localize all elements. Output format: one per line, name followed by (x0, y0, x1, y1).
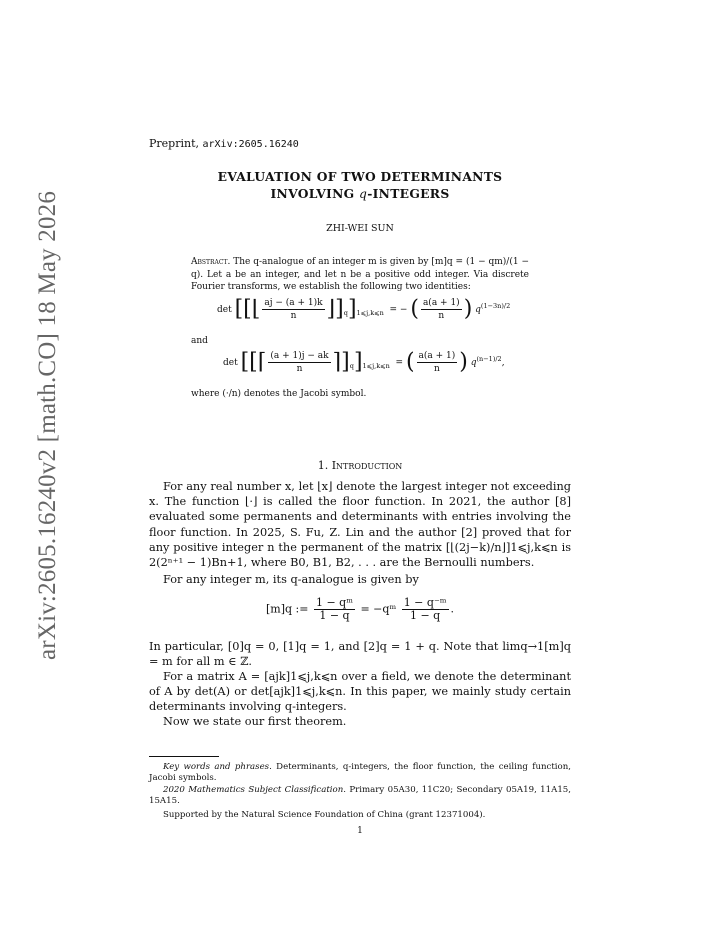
formula-1-num: aj − (a + 1)k (264, 298, 323, 308)
arxiv-sidebar-stamp (12, 190, 61, 660)
formula-1-eq: = − (389, 305, 408, 315)
display-frac-1 (314, 597, 355, 622)
formula-2-jacobi-num: a(a + 1) (418, 351, 456, 361)
display-num-1: 1 − qᵐ (315, 596, 353, 609)
title-line-2-pre: INVOLVING (270, 186, 360, 201)
paper-title (149, 168, 571, 203)
msc-text: Primary 05A30, 11C20; Secondary 05A19, 11A15, 15A15. (149, 785, 571, 807)
intro-paragraph-4: For a matrix A = [ajk]1⩽j,k⩽n over a field, we denote the determinant of A by det(A) or det[ajk]1⩽j,k⩽n. In this paper, we mainly study certain determinants involving q-integers. (149, 670, 571, 714)
formula-2-num: (a + 1)j − ak (270, 351, 329, 361)
formula-2-close-outer: ] (353, 349, 363, 375)
qinteger-display (149, 597, 571, 622)
abstract-where: where (·/n) denotes the Jacobi symbol. (191, 389, 367, 399)
formula-2-range: 1⩽j,k⩽n (362, 361, 390, 370)
formula-2-den: n (296, 364, 303, 374)
section-heading: 1. Introduction (317, 459, 403, 472)
intro-paragraph-1: For any real number x, let ⌊x⌋ denote the largest integer not exceeding x. The function ⌊·⌋ is called the floor function. In 2021, the author [8] evaluated some permanents and determinants with entries involving the floor function. In 2025, S. Fu, Z. Lin and the author [2] proved that for any positive integer n the permanent of the matrix [⌊(2j−k)/n⌋]1⩽j,k⩽n is 2(2ⁿ⁺¹ − 1)Bn+1, where B0, B1, B2, . . . are the Bernoulli numbers. (149, 480, 571, 570)
formula-2-q-sub: q (349, 361, 354, 370)
abstract-and: and (191, 336, 208, 346)
formula-1-exp: (1−3n)/2 (480, 302, 511, 310)
msc-label: 2020 Mathematics Subject Classification. (163, 785, 346, 795)
intro-paragraph-2: For any integer m, its q-analogue is given by (163, 573, 419, 586)
display-end: . (450, 602, 454, 616)
formula-1-jacobi-num: a(a + 1) (422, 298, 460, 308)
formula-2-rparen: ) (459, 349, 468, 375)
formula-2-exp: (n−1)/2 (476, 355, 502, 363)
formula-1-open-brackets: [[⌊ (234, 296, 261, 322)
formula-2-qbase: q (470, 358, 477, 368)
arxiv-stamp-text: arXiv:2605.16240v2 [math.CO] 18 May 2026 (34, 190, 61, 660)
abstract-text: The q-analogue of an integer m is given by [m]q = (1 − qm)/(1 − q). Let a be an integer, and let n be a positive odd integer. Via discrete Fourier transforms, we establish the following two identities: (191, 257, 529, 292)
footnote-keywords (149, 762, 571, 785)
display-frac-2 (402, 597, 449, 622)
preprint-label: Preprint, (149, 137, 203, 150)
formula-2-open-brackets: [[⌈ (240, 349, 267, 375)
intro-paragraph-5: Now we state our first theorem. (163, 715, 347, 728)
formula-2-tail: , (501, 358, 505, 368)
formula-2-jacobi-den: n (434, 364, 440, 374)
display-lhs: [m]q := (265, 602, 309, 616)
formula-2 (223, 350, 505, 375)
formula-1-range: 1⩽j,k⩽n (356, 308, 384, 317)
formula-1-jacobi (421, 297, 462, 322)
intro-paragraph-3: In particular, [0]q = 0, [1]q = 1, and [2]q = 1 + q. Note that limq→1[m]q = m for all m ∈ ℤ. (149, 640, 571, 669)
footnote-rule (149, 756, 219, 757)
formula-1-det: det (217, 305, 232, 315)
formula-1-qbase: q (475, 305, 481, 315)
keywords-label: Key words and phrases. (163, 762, 272, 772)
formula-2-jacobi (417, 350, 458, 375)
preprint-id: arXiv:2605.16240 (202, 139, 299, 150)
footnote-msc (149, 785, 571, 808)
page-number: 1 (357, 826, 363, 836)
formula-2-fraction (268, 350, 330, 375)
formula-1-lparen: ( (410, 296, 419, 322)
formula-1 (217, 297, 510, 322)
keywords-text: Determinants, q-integers, the floor function, the ceiling function, Jacobi symbols. (149, 762, 571, 784)
formula-1-den: n (290, 311, 297, 321)
title-line-1: EVALUATION OF TWO DETERMINANTS (217, 169, 503, 184)
footnote-support: Supported by the Natural Science Foundation of China (grant 12371004). (163, 810, 486, 820)
abstract (191, 256, 529, 294)
formula-1-rparen: ) (463, 296, 473, 322)
title-line-2-q: q (359, 187, 368, 201)
display-mid: = −qᵐ (360, 602, 397, 616)
abstract-label: Abstract. (191, 257, 231, 267)
preprint-line (149, 137, 299, 150)
formula-1-close-outer: ] (347, 296, 357, 322)
display-den-1: 1 − q (319, 609, 350, 622)
formula-1-jacobi-den: n (438, 311, 445, 321)
title-line-2-post: -INTEGERS (367, 186, 450, 201)
title-line-2 (149, 185, 571, 203)
author: ZHI-WEI SUN (326, 223, 394, 234)
formula-1-close-brackets: ⌋] (326, 296, 344, 322)
formula-2-lparen: ( (405, 349, 415, 375)
display-num-2: 1 − q⁻ᵐ (403, 596, 447, 609)
formula-2-det: det (223, 358, 238, 368)
formula-2-eq: = (395, 358, 404, 368)
display-den-2: 1 − q (409, 609, 441, 622)
formula-1-fraction (262, 297, 324, 322)
formula-2-close-brackets: ⌉] (332, 349, 350, 375)
formula-1-q-sub: q (343, 308, 348, 317)
